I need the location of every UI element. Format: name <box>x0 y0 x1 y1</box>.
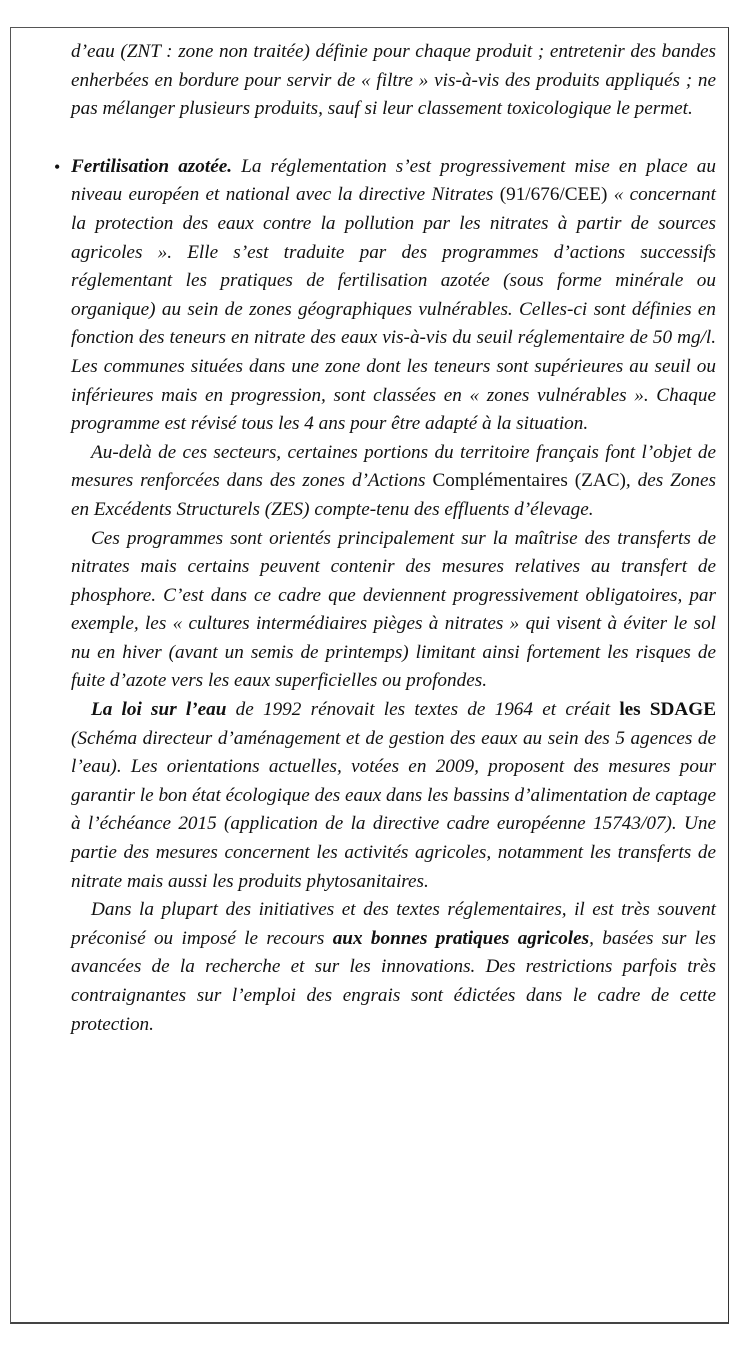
paragraph-bonnes-pratiques <box>71 896 716 1039</box>
paragraph-loi-eau <box>71 696 716 896</box>
intro-paragraph: d’eau (ZNT : zone non traitée) définie pour chaque produit ; entretenir des bandes enherbées en bordure pour servir de « filtre » vis-à-vis des produits appliqués ; ne pas mélanger plusieurs produits, sauf si leur classement toxicologique le permet. <box>71 41 716 120</box>
loi-eau-term: La loi sur l’eau <box>91 699 227 721</box>
zac-term: Complémentaires (ZAC) <box>432 470 626 492</box>
paragraph-programmes: Ces programmes sont orientés principalement sur la maîtrise des transferts de nitrates mais certains peuvent contenir des mesures relatives au transfert de phosphore. C’est dans ce cadre que deviennent progressivement obligatoires, par exemple, les « cultures intermédiaires pièges à nitrates » qui visent à éviter le sol nu en hiver (avant un semis de printemps) limitant ainsi fortement les risques de fuite d’azote vers les eaux superficielles ou profondes. <box>71 527 716 692</box>
bullet-fertilisation <box>54 153 716 439</box>
paragraph-zones-text-2: , des Zones en Excédents Structurels (ZES) compte-tenu des effluents d’élevage. <box>71 470 717 520</box>
bonnes-pratiques-text-2: , basées sur les avancées de la recherche et sur les innovations. Des restrictions parfois très contraignantes sur l’emploi des engrais sont édictées dans le cadre de cette protection. <box>71 927 716 1035</box>
loi-eau-text-2: (Schéma directeur d’aménagement et de gestion des eaux au sein des 5 agences de l’eau). Les orientations actuelles, votées en 2009, proposent des mesures pour garantir le bon état écologique des eaux dans les bassins d’alimentation de captage à l’échéance 2015 (application de la directive cadre européenne 15743/07). Une partie des mesures concernent les activités agricoles, notamment les transferts de nitrate mais aussi les produits phytosanitaires. <box>71 727 716 892</box>
sdage-term: les SDAGE <box>619 699 716 721</box>
directive-reference: (91/676/CEE) <box>499 184 608 206</box>
bonnes-pratiques-text-1: Dans la plupart des initiatives et des textes réglementaires, il est très souvent préconisé ou imposé le recours <box>71 899 716 949</box>
bullet-text-1: La réglementation s’est progressivement mise en place au niveau européen et national avec la directive Nitrates <box>71 155 716 206</box>
paragraph-zones <box>71 439 716 525</box>
bonnes-pratiques-term: aux bonnes pratiques agricoles <box>332 927 590 949</box>
bullet-text-2: « concernant la protection des eaux contre la pollution par les nitrates à partir de sources agricoles ». Elle s’est traduite par des programmes d’actions successifs réglementant les pratiques de fertilisation azotée (sous forme minérale ou organique) au sein de zones géographiques vulnérables. Celles-ci sont définies en fonction des teneurs en nitrate des eaux vis-à-vis du seuil réglementaire de 50 mg/l. Les communes situées dans une zone dont les teneurs sont supérieures au seuil ou inférieures mais en progression, sont classées en « zones vulnérables ». Chaque programme est révisé tous les 4 ans pour être adapté à la situation. <box>71 184 716 435</box>
bullet-heading: Fertilisation azotée. <box>71 155 233 177</box>
paragraph-zones-text-1: Au-delà de ces secteurs, certaines portions du territoire français font l’objet de mesures renforcées dans des zones d’Actions <box>71 441 716 492</box>
loi-eau-text-1: de 1992 rénovait les textes de 1964 et créait <box>226 699 620 721</box>
document-body <box>54 38 717 1039</box>
bullet-icon: • <box>54 156 61 177</box>
spacer <box>71 124 716 153</box>
